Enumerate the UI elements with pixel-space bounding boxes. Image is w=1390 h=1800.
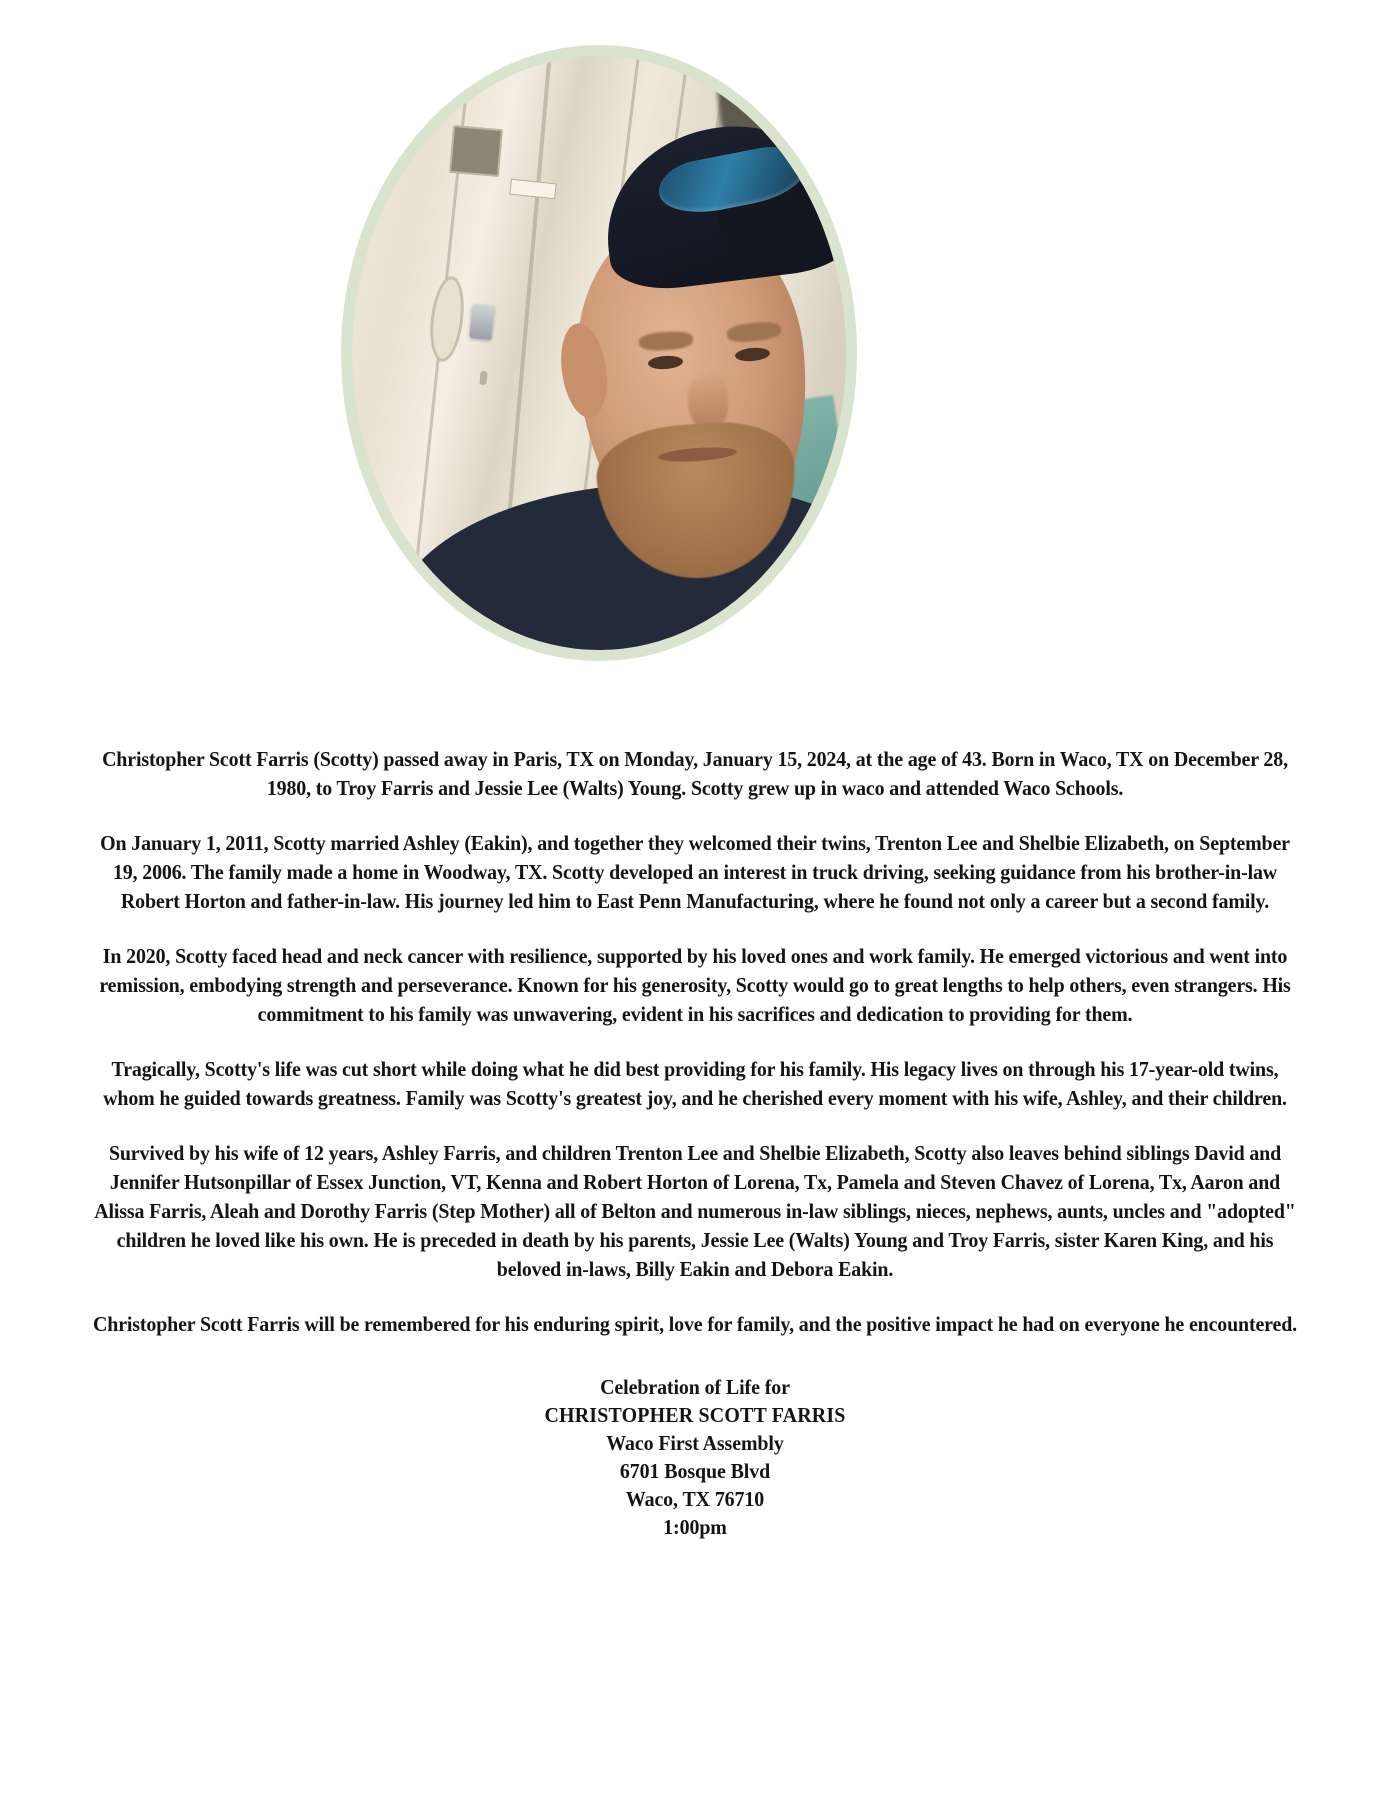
obituary-paragraph-4: Tragically, Scotty's life was cut short while doing what he did best providing for his family. His legacy lives on through his 17-year-old twins, whom he guided towards greatness. Family was Scotty's greatest joy, and he cherished every moment with his wife, Ashley, and their children. [103, 1057, 1287, 1110]
portrait-container [341, 45, 857, 661]
photo-scene [352, 56, 846, 650]
obituary-paragraph-1: Christopher Scott Farris (Scotty) passed away in Paris, TX on Monday, January 15, 2024, at the age of 43. Born in Waco, TX on December 28, 1980, to Troy Farris and Jessie Lee (Walts) Young. Scotty grew up in waco and attended Waco Schools. [102, 747, 1288, 800]
obituary-paragraph-2: On January 1, 2011, Scotty married Ashley (Eakin), and together they welcomed their twins, Trenton Lee and Shelbie Elizabeth, on September 19, 2006. The family made a home in Woodway, TX. Scotty developed an interest in truck driving, seeking guidance from his brother-in-law Robert Horton and father-in-law. His journey led him to East Penn Manufacturing, where he found not only a career but a second family. [100, 831, 1290, 913]
obituary-text [50, 745, 1340, 1541]
service-city-state-zip: Waco, TX 76710 [625, 1487, 765, 1511]
service-venue: Waco First Assembly [606, 1431, 784, 1455]
obituary-paragraph-5: Survived by his wife of 12 years, Ashley Farris, and children Trenton Lee and Shelbie Elizabeth, Scotty also leaves behind siblings David and Jennifer Hutsonpillar of Essex Junction, VT, Kenna and Robert Horton of Lorena, Tx, Pamela and Steven Chavez of Lorena, Tx, Aaron and Alissa Farris, Aleah and Dorothy Farris (Step Mother) all of Belton and numerous in-law siblings, nieces, nephews, aunts, uncles and "adopted" children he loved like his own. He is preceded in death by his parents, Jessie Lee (Walts) Young and Troy Farris, sister Karen King, and his beloved in-laws, Billy Eakin and Debora Eakin. [94, 1141, 1296, 1281]
portrait-ring [341, 45, 857, 661]
obituary-paragraph-6: Christopher Scott Farris will be remembered for his enduring spirit, love for family, and the positive impact he had on everyone he encountered. [93, 1312, 1297, 1336]
obituary-paragraph-3: In 2020, Scotty faced head and neck cancer with resilience, supported by his loved ones and work family. He emerged victorious and went into remission, embodying strength and perseverance. Known for his generosity, Scotty would go to great lengths to help others, even strangers. His commitment to his family was unwavering, evident in his sacrifices and dedication to providing for them. [99, 944, 1291, 1026]
portrait-photo [352, 56, 846, 650]
service-name: CHRISTOPHER SCOTT FARRIS [544, 1403, 846, 1427]
service-details [50, 1373, 1340, 1541]
door-latch [469, 304, 494, 340]
service-heading: Celebration of Life for [600, 1375, 790, 1399]
door-vent [449, 125, 503, 177]
service-time: 1:00pm [663, 1515, 727, 1539]
service-street: 6701 Bosque Blvd [619, 1459, 771, 1483]
